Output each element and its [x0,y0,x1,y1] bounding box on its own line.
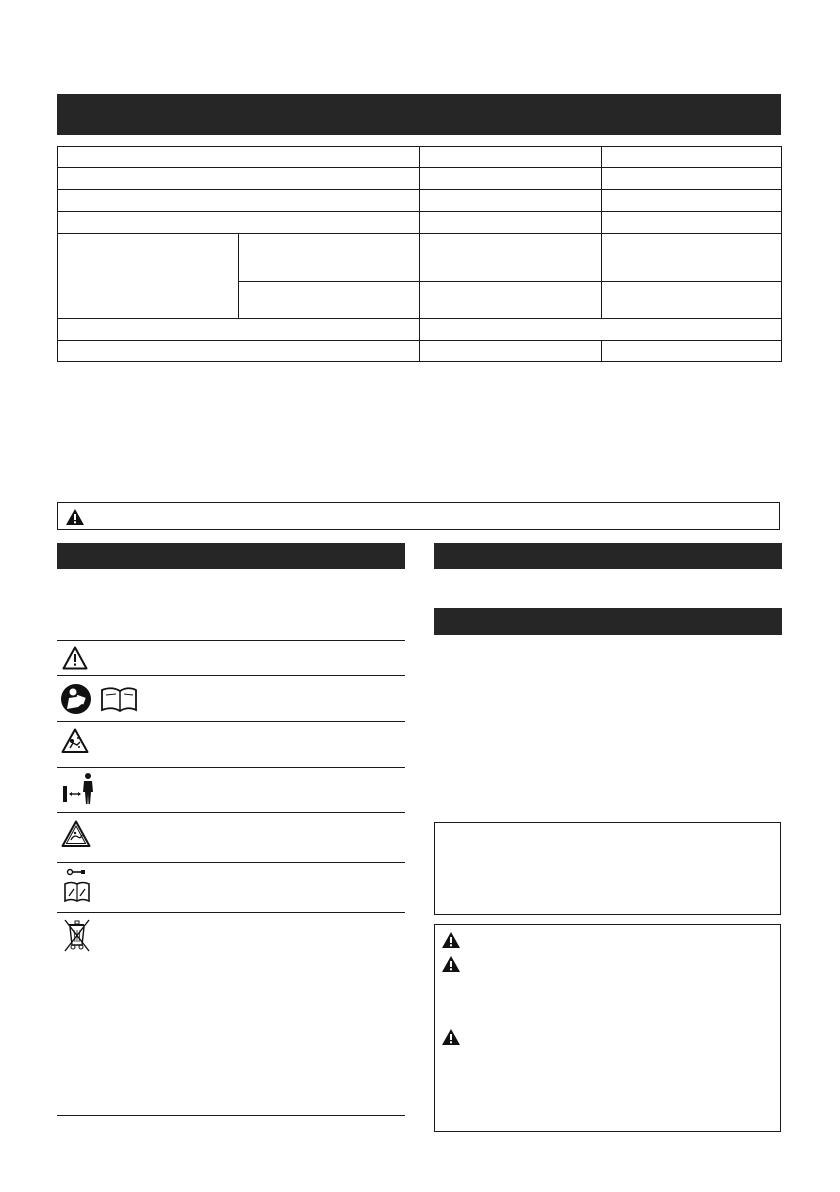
table-cell [57,211,420,234]
symbols-section-header [57,543,405,569]
table-cell [601,211,782,234]
divider [57,640,405,641]
table-cell [601,167,782,190]
table-cell-merged [57,233,239,319]
divider [57,767,405,768]
read-manual-icon [60,683,138,715]
table-cell [419,233,602,282]
divider [57,721,405,722]
table-cell [57,167,420,190]
table-cell [57,189,420,212]
warning-triangle-filled-icon [66,509,84,525]
table-cell [419,211,602,234]
table-cell [57,340,420,362]
table-cell [419,189,602,212]
table-cell [601,233,782,282]
divider [57,675,405,676]
table-cell-wide [419,318,782,341]
note-box [434,822,781,915]
table-cell [601,340,782,362]
table-cell [601,189,782,212]
warning-triangle-filled-icon [442,1029,460,1045]
divider [57,862,405,863]
divider [57,812,405,813]
table-cell [57,318,420,341]
table-cell [419,167,602,190]
table-cell [238,281,420,319]
table-cell [419,281,602,319]
flying-debris-warning-icon [61,728,89,754]
table-cell [57,146,420,168]
crossed-out-wheelie-bin-icon [63,918,91,952]
divider [57,1115,405,1116]
intended-use-section-header [434,543,782,569]
table-cell [601,281,782,319]
maintenance-manual-icon [63,868,91,904]
divider [57,912,405,913]
power-supply-section-header [434,608,782,635]
table-cell [419,146,602,168]
table-cell [238,233,420,282]
specifications-header-bar [57,94,781,135]
warning-box [434,924,781,1132]
cutting-hazard-warning-icon [61,820,91,848]
warning-banner [57,502,780,530]
warning-triangle-filled-icon [442,932,460,948]
warning-triangle-filled-icon [442,956,460,972]
warning-triangle-outline-icon [62,646,88,670]
table-cell [419,340,602,362]
keep-distance-icon [62,772,96,806]
table-cell [601,146,782,168]
